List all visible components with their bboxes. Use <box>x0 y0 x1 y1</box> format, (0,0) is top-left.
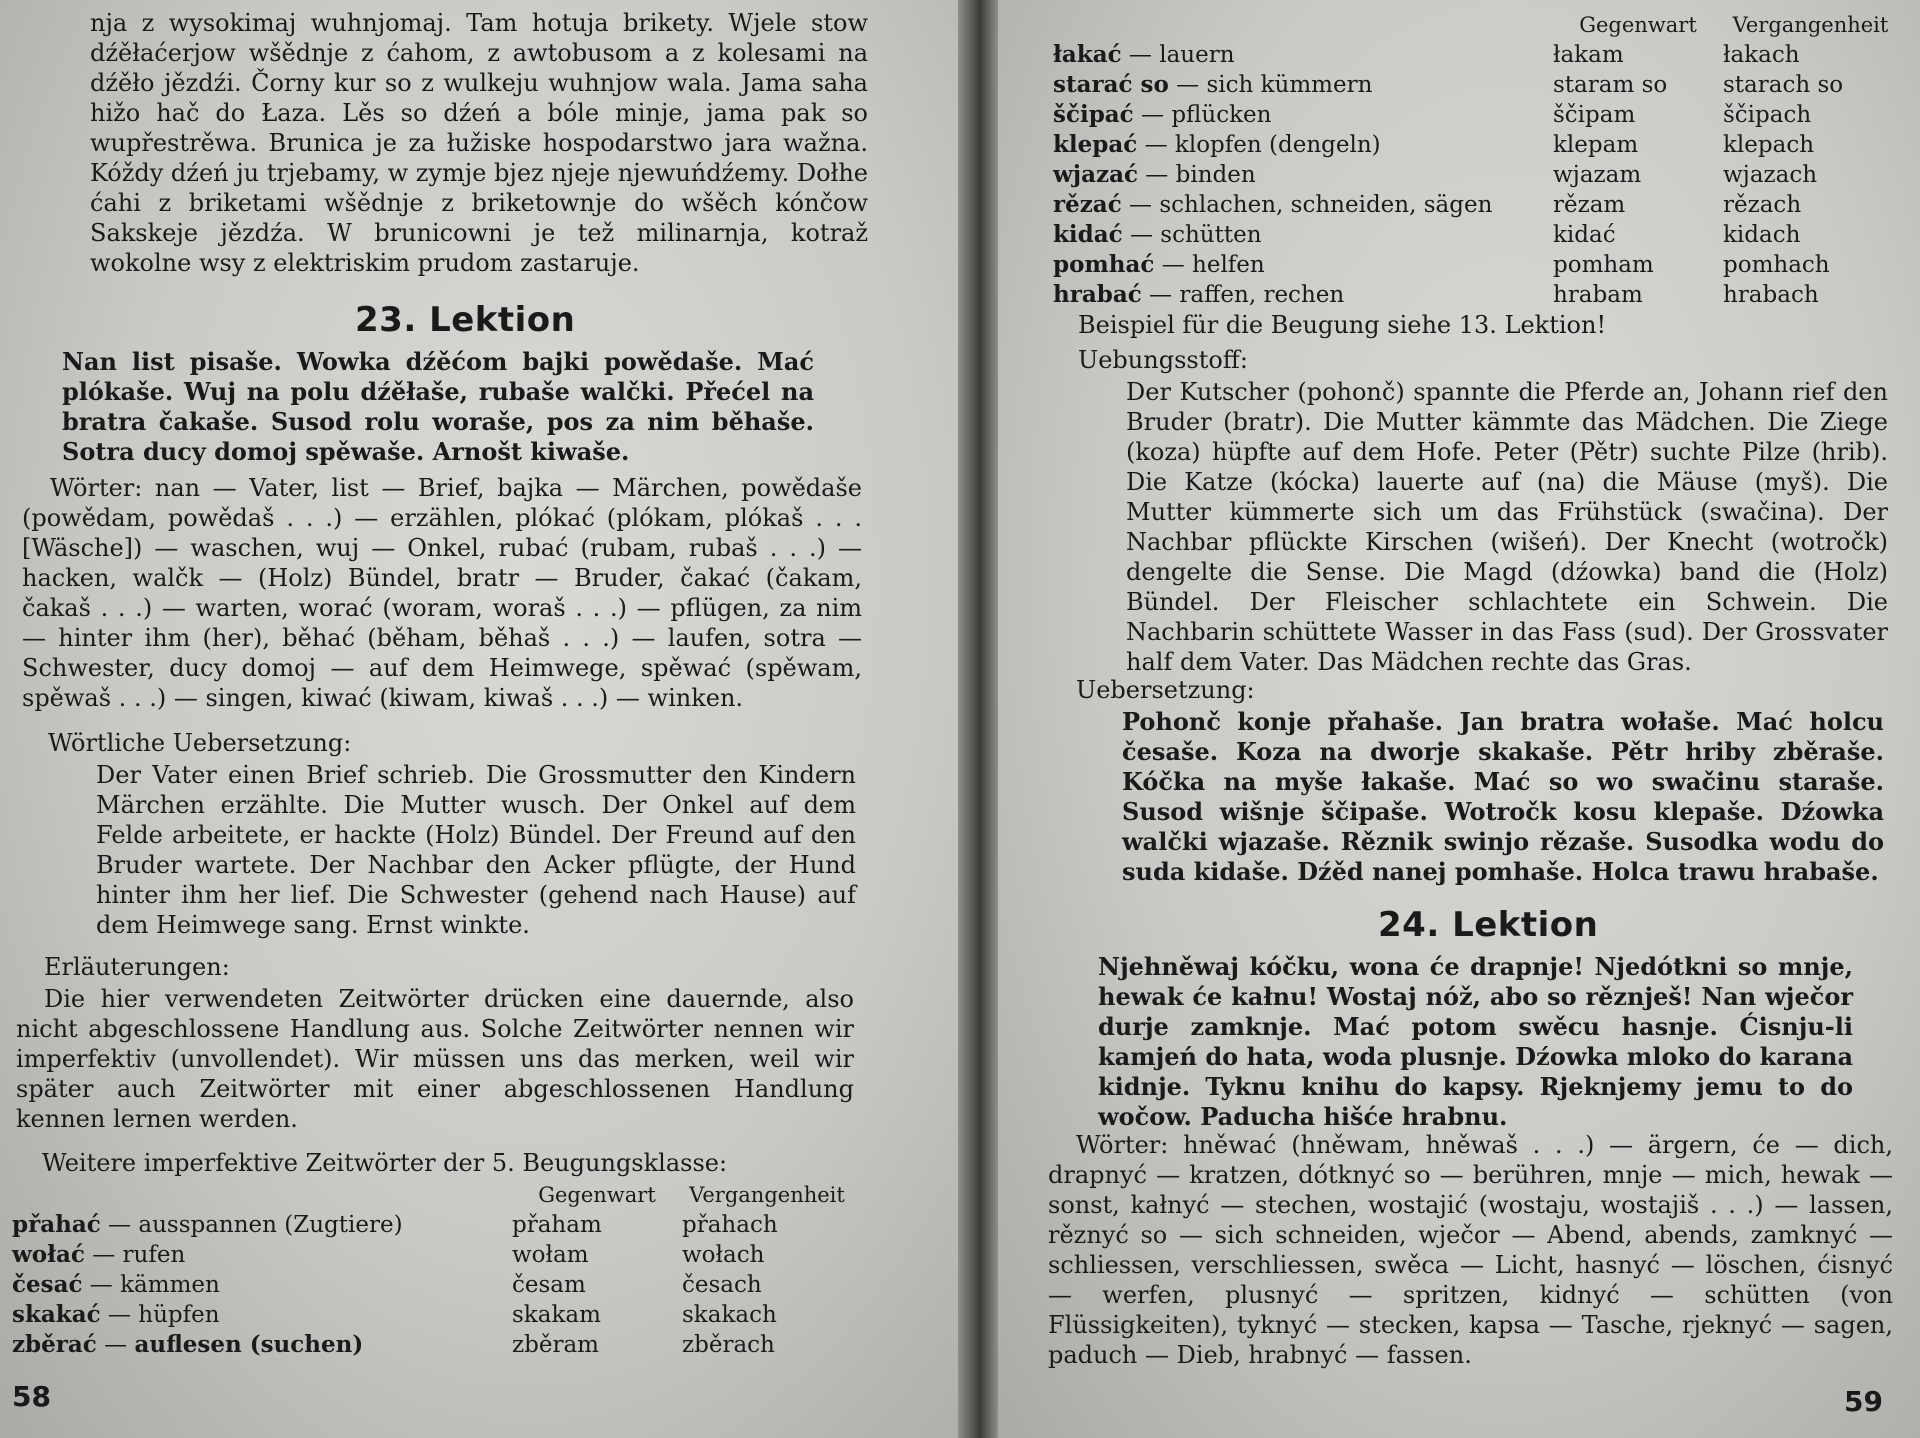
more-verbs-label: Weitere imperfektive Zeitwörter der 5. Beugungsklasse: <box>42 1149 728 1177</box>
table-row: zběrać — auflesen (suchen) zběram zběrach <box>12 1330 852 1360</box>
verb-present: zběram <box>512 1332 599 1358</box>
literal-translation-text: Der Vater einen Brief schrieb. Die Grossmutter den Kindern Märchen erzählte. Die Mutter wusch. Der Onkel auf dem Felde arbeitete, er hackte (Holz) Bündel. Der Freund auf den Bruder wartete. Der Nachbar den Acker pflügte, der Hund hinter ihm her lief. Die Schwester (gehend nach Hause) auf dem Heimwege sang. Ernst winkte. <box>96 761 856 939</box>
verb-past: česach <box>682 1272 762 1298</box>
conjugation-example-note: Beispiel für die Beugung siehe 13. Lektion! <box>1078 311 1607 339</box>
table-row: skakać — hüpfen skakam skakach <box>12 1300 852 1330</box>
table-row: hrabać — raffen, rechen hrabam hrabach <box>1053 280 1898 310</box>
table-row: přahać — ausspannen (Zugtiere) přaham přahach <box>12 1210 852 1240</box>
verb-present: hrabam <box>1553 282 1643 308</box>
verb-past: ščipach <box>1723 102 1812 128</box>
verb-present: staram so <box>1553 72 1668 98</box>
verb-infinitive: zběrać <box>12 1331 97 1358</box>
table-row: łakać — lauern łakam łakach <box>1053 40 1898 70</box>
table-row: kidać — schütten kidać kidach <box>1053 220 1898 250</box>
intro-paragraph: nja z wysokimaj wuhnjomaj. Tam hotuja brikety. Wjele stow dźěłaćerjow wšědnje z ćahom, z awtobusom a z kolesami na dźěło jězdźi. Čorny kur so z wulkeju wuhnjow wala. Jama saha hižo hač do Łaza. Lěs so dźeń a bóle minje, jama pak so wupřestrěwa. Brunica je za łužiske hospodarstwo jara wažna. Kóždy dźeń ju trjebamy, w zymje bjez njeje njewuńdźemy. Dołhe ćahi z briketami wšědnje z briketownje do wšěch kónčow Sakskeje jězdźa. W brunicowni je tež milinarnja, kotraž wokolne wsy z elektriskim prudom zastaruje. <box>90 9 868 277</box>
verb-present: ščipam <box>1553 102 1636 128</box>
verb-infinitive: klepać <box>1053 131 1138 158</box>
table-row: ščipać — pflücken ščipam ščipach <box>1053 100 1898 130</box>
verb-infinitive: wołać <box>12 1241 85 1268</box>
verb-meaning: klopfen (dengeln) <box>1174 132 1381 158</box>
table-row: rězać — schlachen, schneiden, sägen rězam rězach <box>1053 190 1898 220</box>
verb-meaning: auflesen (suchen) <box>134 1331 364 1358</box>
verb-table-right <box>1053 10 1898 310</box>
past-column-header: Vergangenheit <box>689 1183 845 1207</box>
verb-present: pomham <box>1553 252 1654 278</box>
verb-infinitive: łakać <box>1053 41 1122 68</box>
verb-meaning: sich kümmern <box>1206 72 1373 98</box>
exercise-label: Uebungsstoff: <box>1078 346 1248 374</box>
verb-present: česam <box>512 1272 586 1298</box>
verb-past: přahach <box>682 1212 778 1238</box>
verb-infinitive: wjazać <box>1053 161 1138 188</box>
verb-present: kidać <box>1553 222 1616 248</box>
table-row: pomhać — helfen pomham pomhach <box>1053 250 1898 280</box>
page-number: 58 <box>12 1380 51 1413</box>
verb-table-left <box>12 1180 852 1360</box>
verb-meaning: schlachen, schneiden, sägen <box>1159 192 1493 218</box>
verb-past: rězach <box>1723 192 1802 218</box>
verb-infinitive: přahać <box>12 1211 101 1238</box>
translation-label: Uebersetzung: <box>1076 676 1255 704</box>
verb-infinitive: starać so <box>1053 71 1169 98</box>
verb-past: wołach <box>682 1242 765 1268</box>
verb-infinitive: skakać <box>12 1301 101 1328</box>
verb-meaning: lauern <box>1159 42 1235 68</box>
lesson-24-reading-text: Njehněwaj kóčku, wona će drapnje! Njedótkni so mnje, hewak će kałnu! Wostaj nóž, abo so rěznješ! Nan wječor durje zamknje. Mać potom swěcu hasnje. Ćisnju-li kamjeń do hata, woda plusnje. Dźowka mloko do karana kidnje. Tyknu knihu do kapsy. Rjeknjemy jemu to do wočow. Paducha hišće hrabnu. <box>1098 952 1853 1131</box>
lesson-23-heading: 23. Lektion <box>355 300 576 340</box>
verb-meaning: kämmen <box>120 1272 220 1298</box>
book-gutter <box>958 0 998 1438</box>
table-row: česać — kämmen česam česach <box>12 1270 852 1300</box>
past-column-header: Vergangenheit <box>1732 13 1889 37</box>
table-row: wjazać — binden wjazam wjazach <box>1053 160 1898 190</box>
verb-infinitive: ščipać <box>1053 101 1134 128</box>
verb-infinitive: rězać <box>1053 191 1122 218</box>
verb-past: wjazach <box>1723 162 1818 188</box>
verb-present: klepam <box>1553 132 1639 158</box>
verb-meaning: binden <box>1175 162 1256 188</box>
verb-meaning: rufen <box>122 1242 186 1268</box>
table-row: klepać — klopfen (dengeln) klepam klepach <box>1053 130 1898 160</box>
verb-present: wjazam <box>1553 162 1642 188</box>
lesson-23-reading-text: Nan list pisaše. Wowka dźěćom bajki powědaše. Mać plókaše. Wuj na polu dźěłaše, rubaše walčki. Přećel na bratra čakaše. Susod rolu woraše, pos za nim běhaše. Sotra ducy domoj spěwaše. Arnošt kiwaše. <box>62 347 814 466</box>
table-row: starać so — sich kümmern staram so starach so <box>1053 70 1898 100</box>
page-right <box>998 0 1920 1438</box>
lesson-24-heading: 24. Lektion <box>1378 905 1599 945</box>
verb-past: skakach <box>682 1302 777 1328</box>
verb-infinitive: kidać <box>1053 221 1123 248</box>
verb-past: klepach <box>1723 132 1815 158</box>
present-column-header: Gegenwart <box>1579 13 1697 37</box>
explanations-text: Die hier verwendeten Zeitwörter drücken eine dauernde, also nicht abgeschlossene Handlung aus. Solche Zeitwörter nennen wir imperfektiv (unvollendet). Wir müssen uns das merken, weil wir später auch Zeitwörter mit einer abgeschlossenen Handlung kennen lernen werden. <box>16 985 854 1133</box>
verb-meaning: hüpfen <box>138 1302 220 1328</box>
verb-infinitive: česać <box>12 1271 83 1298</box>
verb-present: skakam <box>512 1302 601 1328</box>
verb-meaning: pflücken <box>1171 102 1272 128</box>
exercise-text: Der Kutscher (pohonč) spannte die Pferde an, Johann rief den Bruder (bratr). Die Mutter kämmte das Mädchen. Die Ziege (koza) hüpfte auf dem Hofe. Peter (Pětr) suchte Pilze (hrib). Die Katze (kócka) lauerte auf (na) die Mäuse (myš). Die Mutter kümmerte sich um das Frühstück (swačina). Der Nachbar pflückte Kirschen (wišeń). Der Knecht (wotročk) dengelte die Sense. Die Magd (dźowka) band die (Holz) Bündel. Der Fleischer schlachtete ein Schwein. Die Nachbarin schüttete Wasser in das Fass (sud). Der Grossvater half dem Vater. Das Mädchen rechte das Gras. <box>1126 378 1888 676</box>
verb-past: starach so <box>1723 72 1844 98</box>
table-row: wołać — rufen wołam wołach <box>12 1240 852 1270</box>
literal-translation-label: Wörtliche Uebersetzung: <box>48 729 352 757</box>
verb-infinitive: pomhać <box>1053 251 1155 278</box>
explanations-label: Erläuterungen: <box>44 953 230 981</box>
verb-meaning: raffen, rechen <box>1179 282 1345 308</box>
present-column-header: Gegenwart <box>538 1183 656 1207</box>
verb-meaning: helfen <box>1192 252 1265 278</box>
verb-infinitive: hrabać <box>1053 281 1142 308</box>
translation-text: Pohonč konje přahaše. Jan bratra wołaše. Mać holcu česaše. Koza na dworje skakaše. Pětr hriby zběraše. Kóčka na myše łakaše. Mać so wo swačinu staraše. Susod wišnje ščipaše. Wotročk kosu klepaše. Dźowka walčki wjazaše. Rěznik swinjo rězaše. Susodka wodu do suda kidaše. Dźěd nanej pomhaše. Holca trawu hrabaše. <box>1122 707 1884 886</box>
verb-meaning: ausspannen (Zugtiere) <box>138 1212 403 1238</box>
verb-past: pomhach <box>1723 252 1830 278</box>
verb-present: rězam <box>1553 192 1626 218</box>
verb-past: kidach <box>1723 222 1801 248</box>
lesson-23-vocabulary: Wörter: nan — Vater, list — Brief, bajka — Märchen, powědaše (powědam, powědaš . . .) — erzählen, plókać (plókam, plókaš . . . [Wäsche]) — waschen, wuj — Onkel, rubać (rubam, rubaš . . .) — hacken, walčk — (Holz) Bündel, bratr — Bruder, čakać (čakam, čakaš . . .) — warten, worać (woram, woraš . . .) — pflügen, za nim — hinter ihm (her), běhać (běham, běhaš . . .) — laufen, sotra — Schwester, ducy domoj — auf dem Heimwege, spěwać (spěwam, spěwaš . . .) — singen, kiwać (kiwam, kiwaš . . .) — winken. <box>22 474 862 712</box>
verb-present: wołam <box>512 1242 589 1268</box>
lesson-24-vocabulary: Wörter: hněwać (hněwam, hněwaš . . .) — ärgern, će — dich, drapnyć — kratzen, dótknyć so — berühren, mnje — mich, hewak — sonst, kałnyć — stechen, wostajić (wostaju, wostajiš . . .) — lassen, rěznyć so — sich schneiden, wječor — Abend, abends, zamknyć — schliessen, verschliessen, swěca — Licht, hasnyć — löschen, ćisnyć — werfen, plusnyć — spritzen, kidnyć — schütten (von Flüssigkeiten), tyknyć — stecken, kapsa — Tasche, rjeknyć — sagen, paduch — Dieb, hrabnyć — fassen. <box>1048 1131 1893 1369</box>
verb-past: zběrach <box>682 1332 775 1358</box>
verb-present: přaham <box>512 1212 602 1238</box>
page-left <box>0 0 958 1438</box>
page-number: 59 <box>1844 1385 1883 1418</box>
verb-present: łakam <box>1553 42 1624 68</box>
verb-past: łakach <box>1723 42 1800 68</box>
verb-past: hrabach <box>1723 282 1819 308</box>
verb-meaning: schütten <box>1160 222 1262 248</box>
